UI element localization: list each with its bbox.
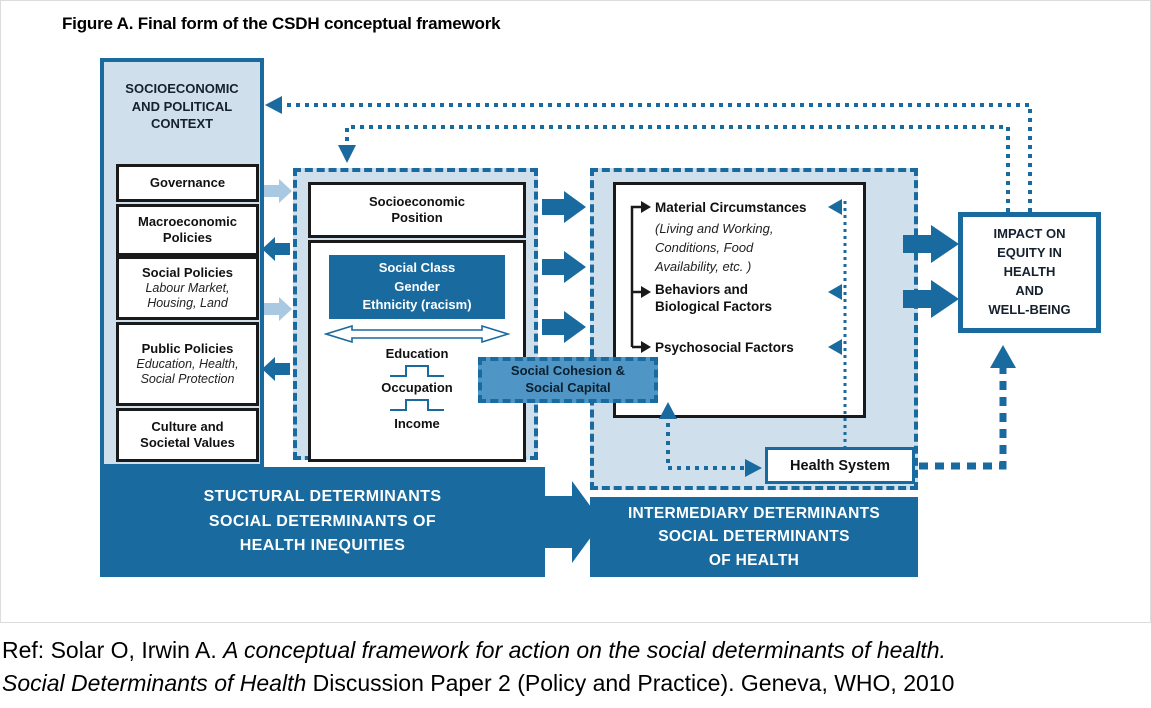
- left-arrow-icon: [262, 355, 290, 383]
- social-cohesion-box: Social Cohesion & Social Capital: [478, 357, 658, 403]
- bar-arrow-icon: [544, 481, 602, 563]
- right-arrow-icon: [264, 177, 292, 205]
- step-icon: [389, 397, 445, 412]
- position-panel: [293, 168, 538, 460]
- context-panel-title: SOCIOECONOMIC AND POLITICAL CONTEXT: [125, 81, 239, 132]
- impact-arrow-icon: [903, 278, 959, 320]
- context-box-culture: Culture and Societal Values: [116, 408, 259, 462]
- health-system-box: Health System: [765, 447, 915, 484]
- right-arrow-icon: [264, 295, 292, 323]
- flow-arrow-icon: [542, 249, 586, 285]
- ladder-occupation: Occupation: [381, 380, 453, 395]
- intermediary-determinants-bar: INTERMEDIARY DETERMINANTS SOCIAL DETERMINANTS OF HEALTH: [590, 497, 918, 577]
- context-box-social-policies: Social Policies Labour Market, Housing, Land: [116, 256, 259, 320]
- figure-title: Figure A. Final form of the CSDH conceptual framework: [62, 14, 501, 33]
- social-class-box: Social Class Gender Ethnicity (racism): [329, 255, 505, 319]
- context-panel: [100, 58, 264, 468]
- flow-arrow-icon: [542, 189, 586, 225]
- item-behaviors-biological: Behaviors and Biological Factors: [655, 282, 773, 314]
- socioeconomic-position-box: Socioeconomic Position: [308, 182, 526, 238]
- structural-determinants-bar: STUCTURAL DETERMINANTS SOCIAL DETERMINANTS OF HEALTH INEQUITIES: [100, 467, 545, 577]
- ladder-education: Education: [385, 346, 449, 361]
- item-material-circumstances: Material Circumstances (Living and Working, Conditions, Food Availability, etc. ): [655, 200, 807, 274]
- reference-citation: Ref: Solar O, Irwin A. A conceptual framework for action on the social determinants of health. Social Determinants of Health Discussion Paper 2 (Policy and Practice). Geneva, WHO, 2010: [2, 637, 955, 696]
- ladder-income: Income: [394, 416, 440, 431]
- context-box-governance: Governance: [116, 164, 259, 202]
- step-icon: [389, 363, 445, 378]
- item-psychosocial: Psychosocial Factors: [655, 340, 794, 355]
- left-arrow-icon: [262, 235, 290, 263]
- social-stratification-box: [308, 240, 526, 462]
- impact-arrow-icon: [903, 223, 959, 265]
- context-box-public-policies: Public Policies Education, Health, Social Protection: [116, 322, 259, 406]
- context-box-macroeconomic: Macroeconomic Policies: [116, 204, 259, 256]
- flow-arrow-icon: [542, 309, 586, 345]
- double-arrow-icon: [324, 325, 510, 343]
- impact-box: IMPACT ON EQUITY IN HEALTH AND WELL-BEING: [958, 212, 1101, 333]
